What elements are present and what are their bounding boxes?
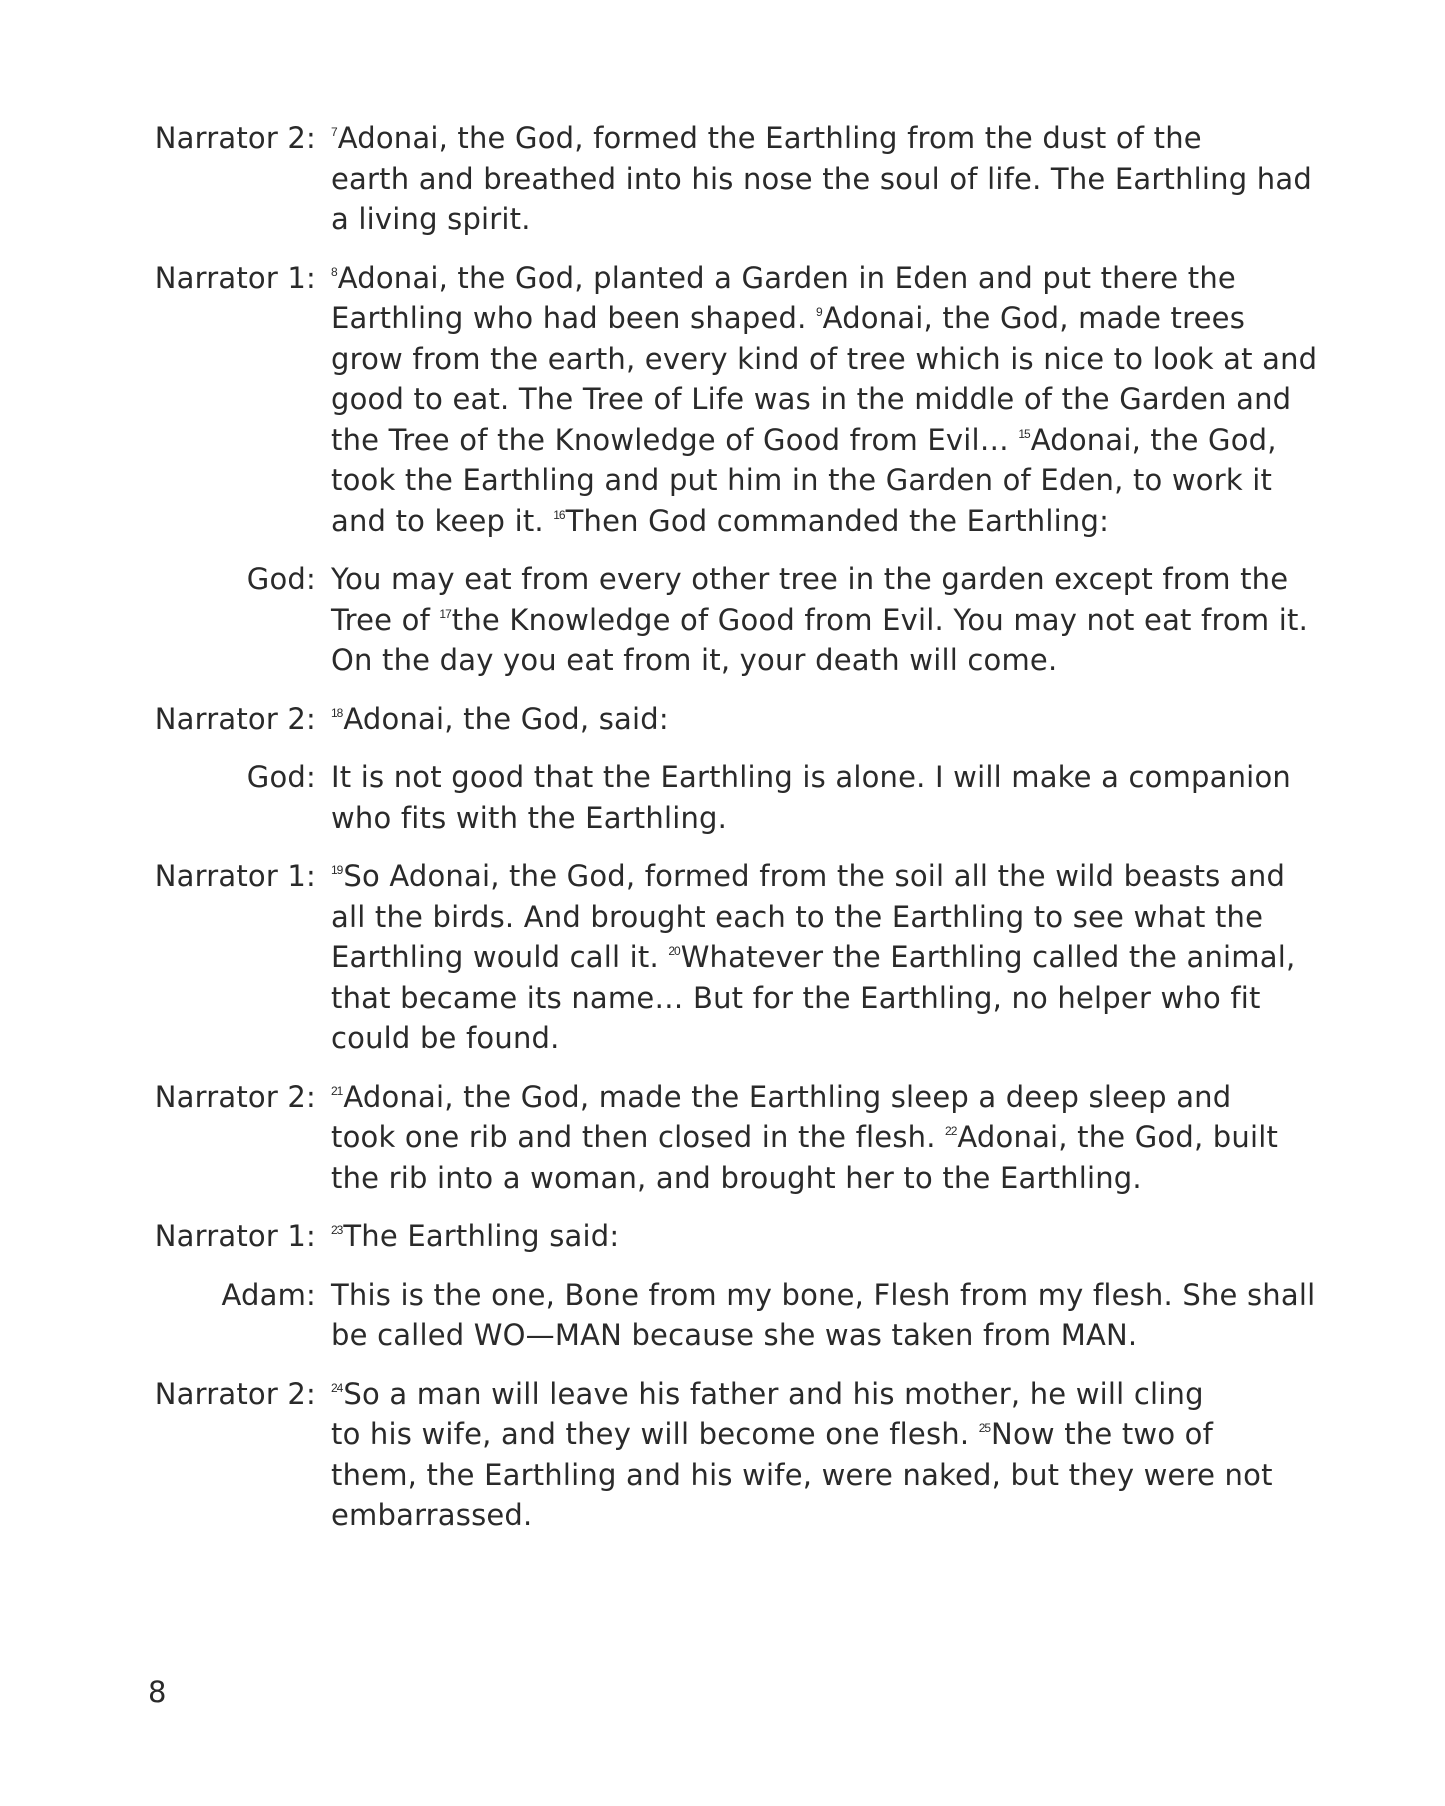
speaker-label: Narrator 2: bbox=[154, 1376, 316, 1411]
text-line bbox=[331, 798, 1331, 839]
text-segment: to his wife, and they will become one flesh. bbox=[331, 1417, 979, 1451]
text-segment: that became its name… But for the Earthling, no helper who fit bbox=[331, 980, 1261, 1015]
text-line bbox=[331, 298, 1331, 339]
text-segment: all the birds. And brought each to the Earthling to see what the bbox=[331, 899, 1264, 934]
speaker-label: Narrator 2: bbox=[154, 1079, 316, 1114]
speaker-label: Narrator 1: bbox=[154, 859, 316, 893]
verse-number: 20 bbox=[668, 944, 680, 958]
text-segment: be called WO—MAN because she was taken from MAN. bbox=[331, 1318, 1138, 1352]
text-line bbox=[331, 640, 1331, 681]
text-line bbox=[331, 460, 1331, 501]
text-segment: Then God commanded the Earthling: bbox=[565, 503, 1110, 538]
verse-number: 17 bbox=[439, 606, 451, 621]
speaker-label: Narrator 2: bbox=[154, 121, 316, 155]
text-line bbox=[331, 1315, 1331, 1356]
dialogue-entry bbox=[0, 258, 1445, 542]
text-line bbox=[331, 1216, 1331, 1257]
text-segment: You may eat from every other tree in the garden except from the bbox=[331, 562, 1289, 596]
dialogue-entry bbox=[0, 757, 1445, 838]
dialogue-entry bbox=[0, 118, 1445, 240]
text-line bbox=[331, 1414, 1331, 1455]
text-segment: embarrassed. bbox=[331, 1498, 533, 1532]
speaker-label: Narrator 1: bbox=[154, 260, 316, 295]
text-segment: The Earthling said: bbox=[343, 1219, 620, 1253]
text-line bbox=[331, 1117, 1331, 1158]
text-line bbox=[331, 856, 1331, 897]
speaker-label: God: bbox=[246, 760, 316, 794]
verse-number: 22 bbox=[945, 1124, 957, 1138]
text-line bbox=[331, 199, 1331, 240]
text-line bbox=[331, 978, 1331, 1019]
text-segment: Adonai, the God, built bbox=[957, 1120, 1279, 1154]
dialogue-entry bbox=[0, 559, 1445, 681]
text-line bbox=[331, 1018, 1331, 1059]
page-number: 8 bbox=[148, 1675, 167, 1709]
text-line bbox=[331, 757, 1331, 798]
verse-number: 8 bbox=[331, 264, 337, 279]
text-segment: the Knowledge of Good from Evil. You may not eat from it. bbox=[451, 602, 1308, 637]
text-line bbox=[331, 1275, 1331, 1316]
text-segment: took the Earthling and put him in the Garden of Eden, to work it bbox=[331, 463, 1273, 497]
text-segment: Earthling who had been shaped. bbox=[331, 301, 816, 335]
text-line bbox=[331, 1455, 1331, 1496]
text-line bbox=[331, 1158, 1331, 1199]
text-segment: and to keep it. bbox=[331, 503, 554, 538]
verse-number: 9 bbox=[815, 305, 822, 319]
text-line bbox=[331, 501, 1331, 542]
text-line bbox=[331, 600, 1331, 641]
text-line bbox=[331, 897, 1331, 938]
text-segment: Adonai, the God, planted a Garden in Eden and put there the bbox=[337, 260, 1236, 295]
text-segment: a living spirit. bbox=[331, 202, 531, 236]
verse-number: 19 bbox=[331, 863, 343, 877]
text-segment: On the day you eat from it, your death will come. bbox=[331, 643, 1058, 677]
dialogue-entry bbox=[0, 699, 1445, 740]
text-segment: So a man will leave his father and his mother, he will cling bbox=[343, 1376, 1204, 1411]
text-segment: grow from the earth, every kind of tree which is nice to look at and bbox=[331, 341, 1318, 376]
verse-number: 16 bbox=[553, 507, 565, 522]
text-segment: Adonai, the God, said: bbox=[343, 701, 669, 736]
verse-number: 23 bbox=[331, 1223, 343, 1237]
text-segment: good to eat. The Tree of Life was in the middle of the Garden and bbox=[331, 382, 1292, 416]
text-segment: Adonai, the God, made trees bbox=[822, 301, 1246, 335]
text-line bbox=[331, 1077, 1331, 1118]
text-segment: It is not good that the Earthling is alone. I will make a companion bbox=[331, 760, 1291, 794]
speaker-label: God: bbox=[246, 562, 316, 596]
dialogue-entry bbox=[0, 1275, 1445, 1356]
text-line bbox=[331, 1374, 1331, 1415]
dialogue-entry bbox=[0, 1077, 1445, 1199]
text-line bbox=[331, 159, 1331, 200]
dialogue-entry bbox=[0, 856, 1445, 1059]
verse-number: 21 bbox=[331, 1083, 343, 1098]
text-segment: the Tree of the Knowledge of Good from Evil… bbox=[331, 422, 1019, 457]
text-line bbox=[331, 1495, 1331, 1536]
text-segment: Earthling would call it. bbox=[331, 940, 669, 974]
verse-number: 7 bbox=[331, 125, 337, 139]
text-line bbox=[331, 559, 1331, 600]
verse-number: 25 bbox=[978, 1421, 991, 1435]
text-line bbox=[331, 258, 1331, 299]
text-segment: took one rib and then closed in the flesh. bbox=[331, 1120, 946, 1154]
text-line bbox=[331, 339, 1331, 380]
text-segment: Adonai, the God, bbox=[1030, 422, 1277, 457]
text-segment: them, the Earthling and his wife, were naked, but they were not bbox=[331, 1457, 1273, 1492]
verse-number: 15 bbox=[1018, 426, 1030, 441]
text-segment: who fits with the Earthling. bbox=[331, 800, 728, 835]
dialogue-entry bbox=[0, 1216, 1445, 1257]
text-line bbox=[331, 379, 1331, 420]
text-segment: This is the one, Bone from my bone, Flesh from my flesh. She shall bbox=[331, 1277, 1316, 1312]
verse-number: 24 bbox=[331, 1380, 343, 1395]
text-segment: Now the two of bbox=[991, 1417, 1214, 1451]
text-segment: Whatever the Earthling called the animal, bbox=[680, 940, 1296, 974]
text-line bbox=[331, 420, 1331, 461]
text-line bbox=[331, 937, 1331, 978]
speaker-label: Narrator 1: bbox=[154, 1219, 316, 1253]
text-line bbox=[331, 699, 1331, 740]
text-line bbox=[331, 118, 1331, 159]
dialogue-entry bbox=[0, 1374, 1445, 1536]
text-segment: Adonai, the God, made the Earthling sleep a deep sleep and bbox=[343, 1079, 1232, 1114]
speaker-label: Adam: bbox=[221, 1277, 316, 1312]
text-segment: Adonai, the God, formed the Earthling from the dust of the bbox=[337, 121, 1202, 155]
text-segment: Tree of bbox=[331, 602, 440, 637]
text-segment: So Adonai, the God, formed from the soil all the wild beasts and bbox=[343, 859, 1286, 893]
text-segment: the rib into a woman, and brought her to the Earthling. bbox=[331, 1160, 1142, 1195]
text-segment: could be found. bbox=[331, 1021, 560, 1055]
speaker-label: Narrator 2: bbox=[154, 701, 316, 736]
verse-number: 18 bbox=[331, 705, 343, 720]
text-segment: earth and breathed into his nose the soul of life. The Earthling had bbox=[331, 161, 1312, 196]
script-text bbox=[0, 118, 1445, 1554]
